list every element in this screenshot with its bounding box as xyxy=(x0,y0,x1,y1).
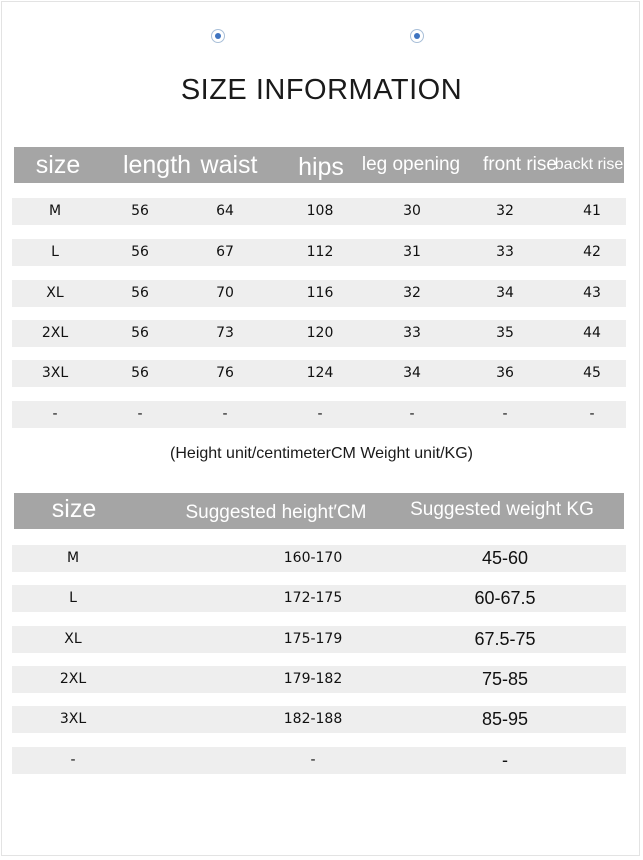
table-cell: 42 xyxy=(583,244,601,260)
table-cell: 34 xyxy=(403,365,421,381)
header-suggested-height: Suggested height′CM xyxy=(185,502,367,523)
table-cell: 124 xyxy=(306,365,334,381)
table-row xyxy=(12,280,626,307)
table-cell: 108 xyxy=(306,203,334,219)
table-cell: 67 xyxy=(216,244,234,260)
table-cell: 76 xyxy=(216,365,234,381)
table-cell: 85-95 xyxy=(481,709,529,729)
table-cell: 32 xyxy=(496,203,514,219)
table-cell: - xyxy=(502,406,508,422)
table-cell: 120 xyxy=(306,325,334,341)
table-cell: 2XL xyxy=(59,671,87,687)
table-cell: 3XL xyxy=(59,711,87,727)
table-cell: - xyxy=(310,752,316,768)
table-cell: 35 xyxy=(496,325,514,341)
table-cell: 73 xyxy=(216,325,234,341)
table-row xyxy=(12,198,626,225)
table-cell: 45 xyxy=(583,365,601,381)
table-cell: 60-67.5 xyxy=(474,588,536,608)
header-leg-opening: leg opening xyxy=(361,154,461,175)
table-cell: XL xyxy=(46,285,64,301)
table-row xyxy=(12,666,626,693)
table-cell: 172-175 xyxy=(283,590,343,606)
table-cell: 64 xyxy=(216,203,234,219)
table-cell: 56 xyxy=(131,325,149,341)
table-cell: 41 xyxy=(583,203,601,219)
table-cell: - xyxy=(317,406,323,422)
table-cell: - xyxy=(409,406,415,422)
table-row xyxy=(12,320,626,347)
header-back-rise: backt rise xyxy=(554,156,624,173)
table-cell: 56 xyxy=(131,285,149,301)
header-size: size xyxy=(35,151,81,179)
table-cell: 116 xyxy=(306,285,334,301)
table-cell: 160-170 xyxy=(283,550,343,566)
table-cell: 31 xyxy=(403,244,421,260)
header-hips: hips xyxy=(298,153,344,181)
table-cell: 44 xyxy=(583,325,601,341)
table-cell: 182-188 xyxy=(283,711,343,727)
table-row xyxy=(12,585,626,612)
table-row xyxy=(12,545,626,572)
table-cell: 179-182 xyxy=(283,671,343,687)
table-cell: - xyxy=(589,406,595,422)
table-cell: 112 xyxy=(306,244,334,260)
table-cell: 34 xyxy=(496,285,514,301)
table-cell: M xyxy=(66,550,80,566)
table-row xyxy=(12,626,626,653)
table-cell: XL xyxy=(64,631,82,647)
unit-note: (Height unit/centimeterCM Weight unit/KG) xyxy=(170,445,473,462)
table-cell: 175-179 xyxy=(283,631,343,647)
table-cell: - xyxy=(70,752,76,768)
table-cell: 67.5-75 xyxy=(474,629,536,649)
table-cell: 30 xyxy=(403,203,421,219)
table-cell: 33 xyxy=(403,325,421,341)
header-size: size xyxy=(51,495,97,523)
table-row xyxy=(12,239,626,266)
header-length: length xyxy=(122,151,192,179)
table-cell: - xyxy=(52,406,58,422)
table-row xyxy=(12,706,626,733)
table-cell: 33 xyxy=(496,244,514,260)
table-cell: - xyxy=(137,406,143,422)
table-cell: L xyxy=(51,244,59,260)
page-title: SIZE INFORMATION xyxy=(180,74,463,106)
table-row xyxy=(12,747,626,774)
header-front-rise: front rise xyxy=(483,154,557,175)
header-suggested-weight: Suggested weight KG xyxy=(410,499,594,520)
table-row xyxy=(12,401,626,428)
header-waist: waist xyxy=(200,151,258,179)
table-cell: 70 xyxy=(216,285,234,301)
suggestion-table-header xyxy=(14,493,624,529)
table-cell: M xyxy=(48,203,62,219)
table-cell: 56 xyxy=(131,203,149,219)
radio-dot-icon xyxy=(211,29,225,43)
table-cell: 75-85 xyxy=(481,669,529,689)
table-cell: - xyxy=(502,750,508,770)
table-cell: 3XL xyxy=(41,365,69,381)
table-cell: 43 xyxy=(583,285,601,301)
table-row xyxy=(12,360,626,387)
size-table-header xyxy=(14,147,624,183)
table-cell: 32 xyxy=(403,285,421,301)
table-cell: 2XL xyxy=(41,325,69,341)
radio-dot-icon xyxy=(410,29,424,43)
table-cell: 56 xyxy=(131,365,149,381)
table-cell: 56 xyxy=(131,244,149,260)
table-cell: - xyxy=(222,406,228,422)
table-cell: L xyxy=(69,590,77,606)
table-cell: 45-60 xyxy=(481,548,529,568)
table-cell: 36 xyxy=(496,365,514,381)
